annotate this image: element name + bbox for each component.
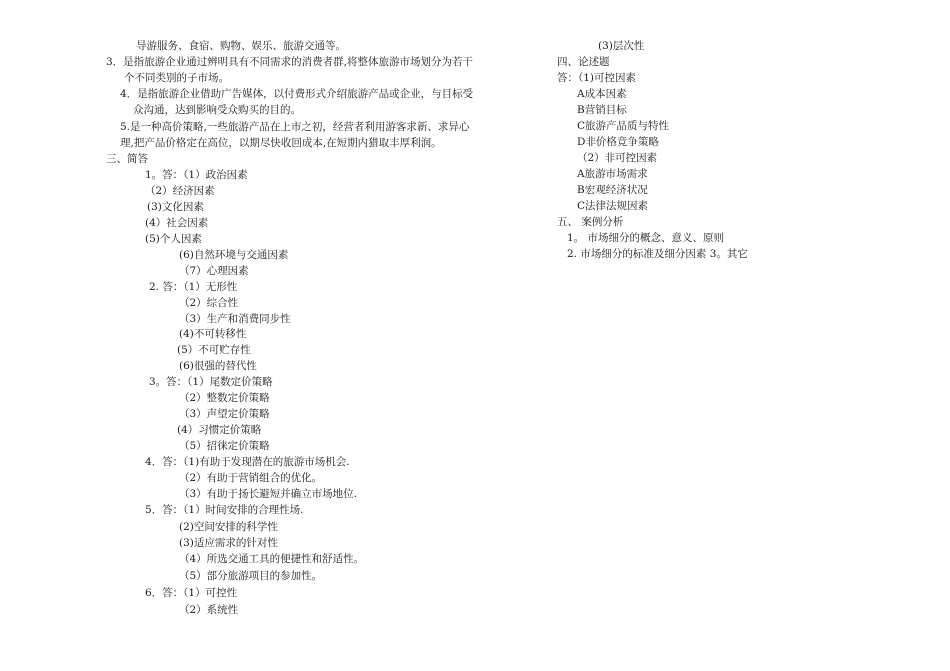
text-line: (6)自然环境与交通因素 — [179, 249, 289, 261]
text-line: （3）生产和消费同步性 — [179, 313, 291, 325]
text-line: (3)适应需求的针对性 — [179, 537, 278, 549]
text-line: 3．是指旅游企业通过辨明具有不同需求的消费者群,将整体旅游市场划分为若干 — [106, 56, 474, 68]
text-line: (5)个人因素 — [145, 233, 202, 245]
text-line: (2)空间安排的科学性 — [179, 521, 278, 533]
text-line: 众沟通，达到影响受众购买的目的。 — [133, 104, 301, 116]
text-line: 6．答：（1）可控性 — [145, 587, 238, 599]
text-line: (4)不可转移性 — [179, 328, 247, 340]
text-line: 1。答：（1）政治因素 — [145, 169, 248, 181]
text-line: C法律法规因素 — [577, 200, 649, 212]
text-line: （2）系统性 — [179, 604, 239, 616]
text-line: 4．答：（1)有助于发现潜在的旅游市场机会. — [145, 456, 350, 468]
section-heading: 四、论述题 — [557, 56, 610, 68]
text-line: 5.是一种高价策略,一些旅游产品在上市之初，经营者利用游客求新、求异心 — [120, 121, 470, 133]
text-line: （5）招徕定价策略 — [179, 440, 270, 452]
text-line: D非价格竞争策略 — [577, 136, 659, 148]
text-line: 5．答：（1）时间安排的合理性场. — [145, 504, 304, 516]
text-line: B营销目标 — [577, 104, 627, 116]
text-line: (6)很强的替代性 — [179, 360, 257, 372]
text-line: B宏观经济状况 — [577, 184, 648, 196]
text-line: （2）综合性 — [179, 297, 239, 309]
text-line: (3)层次性 — [598, 40, 645, 52]
text-line: （7）心理因素 — [179, 265, 249, 277]
text-line: (4）习惯定价策略 — [177, 424, 262, 436]
text-line: (5）不可贮存性 — [177, 344, 251, 356]
text-line: 2. 市场细分的标准及细分因素 3。其它 — [567, 248, 748, 260]
text-line: （2）非可控因素 — [577, 152, 658, 164]
text-line: 3。答：（1）尾数定价策略 — [149, 376, 273, 388]
text-line: （2）有助于营销组合的优化。 — [179, 472, 323, 484]
text-line: （2）整数定价策略 — [179, 392, 270, 404]
text-line: (3)文化因素 — [147, 201, 204, 213]
text-line: （3）有助于扬长避短并确立市场地位. — [179, 488, 358, 500]
text-line: 1。 市场细分的概念、意义、原则 — [567, 232, 725, 244]
text-line: （3）声望定价策略 — [179, 408, 270, 420]
section-heading: 五、 案例分析 — [557, 216, 624, 228]
text-line: C旅游产品质与特性 — [577, 120, 670, 132]
text-line: （5）部分旅游项目的参加性。 — [179, 570, 323, 582]
text-line: 理,把产品价格定在高位，以期尽快收回成本,在短期内猎取丰厚利润。 — [120, 137, 442, 149]
text-line: 导游服务、食宿、购物、娱乐、旅游交通等。 — [136, 40, 346, 52]
text-line: (4）社会因素 — [145, 217, 209, 229]
text-line: 4．是指旅游企业借助广告媒体，以付费形式介绍旅游产品或企业，与目标受 — [120, 88, 474, 100]
text-line: 个不同类别的子市场。 — [124, 72, 229, 84]
text-line: （4）所选交通工具的便捷性和舒适性。 — [179, 553, 365, 565]
text-line: A旅游市场需求 — [577, 168, 648, 180]
text-line: 答：（1)可控因素 — [557, 72, 637, 84]
section-heading: 三、简答 — [106, 153, 148, 165]
text-line: A成本因素 — [577, 88, 627, 100]
text-line: 2. 答：（1）无形性 — [149, 281, 238, 293]
text-line: （2）经济因素 — [145, 185, 215, 197]
